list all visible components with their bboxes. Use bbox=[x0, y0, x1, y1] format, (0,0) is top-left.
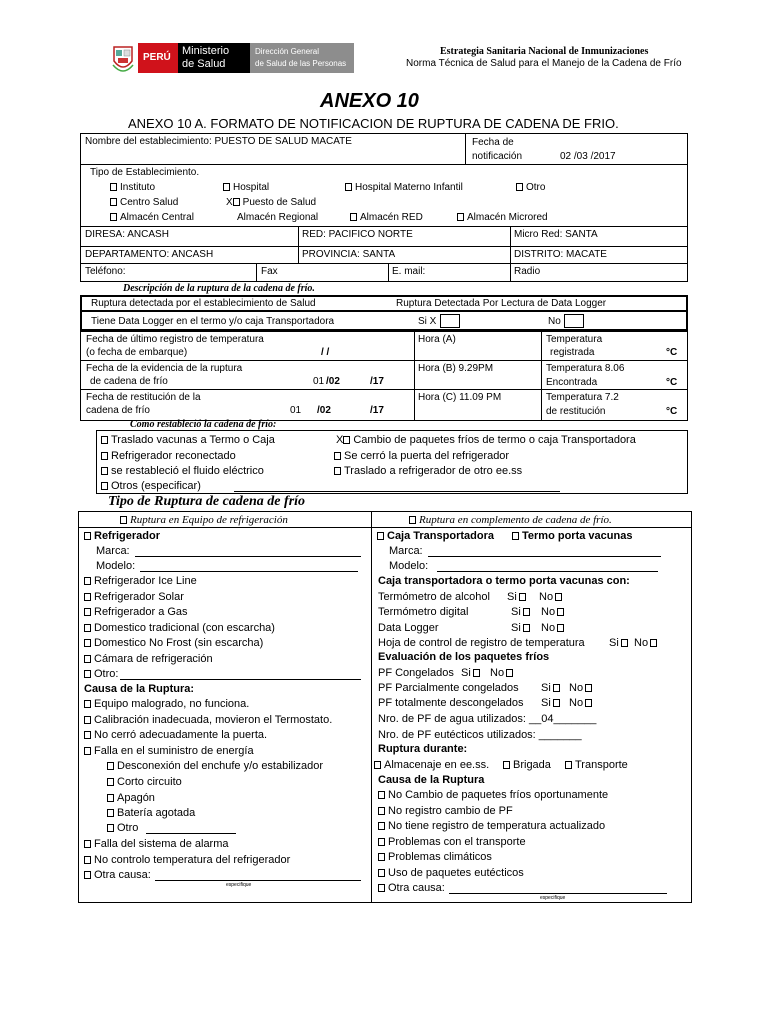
logger-si-box[interactable] bbox=[440, 314, 460, 328]
unit-2: °C bbox=[666, 377, 678, 388]
checkbox-icon bbox=[378, 869, 385, 877]
last-record-label-2: (o fecha de embarque) bbox=[86, 347, 188, 358]
hora-a: Hora (A) bbox=[418, 334, 456, 345]
notification-date-value: 02 /03 /2017 bbox=[560, 151, 616, 162]
checkbox-icon bbox=[233, 198, 240, 206]
unit-3: °C bbox=[666, 406, 678, 417]
right-pf-cong-no[interactable]: No bbox=[490, 667, 516, 680]
checkbox-icon bbox=[84, 700, 91, 708]
rupture-type-heading: Tipo de Ruptura de cadena de frío bbox=[108, 494, 306, 509]
checkbox-icon bbox=[107, 778, 114, 786]
right-column-title: Ruptura en complemento de cadena de frío. bbox=[409, 514, 612, 526]
logger-no-box[interactable] bbox=[564, 314, 584, 328]
restitution-label-2: cadena de frío bbox=[86, 405, 150, 416]
left-equipo-malogrado[interactable]: Equipo malogrado, no funciona. bbox=[84, 698, 249, 711]
last-record-label: Fecha de último registro de temperatura bbox=[86, 334, 264, 345]
type-centro-salud[interactable]: Centro Salud bbox=[110, 197, 178, 209]
checkbox-icon bbox=[565, 761, 572, 769]
left-refrigerador[interactable]: Refrigerador bbox=[84, 530, 160, 543]
checkbox-icon bbox=[101, 482, 108, 490]
checkbox-icon bbox=[84, 639, 91, 647]
left-corto[interactable]: Corto circuito bbox=[107, 776, 182, 789]
distrito: DISTRITO: MACATE bbox=[514, 249, 607, 260]
right-pf-total-no[interactable]: No bbox=[569, 697, 595, 710]
restore-cambio-paquetes[interactable]: X Cambio de paquetes fríos de termo o caja Transportadora bbox=[336, 434, 636, 446]
checkbox-icon bbox=[523, 608, 530, 616]
direction-label: Dirección General de Salud de las Personas bbox=[250, 43, 354, 73]
email: E. mail: bbox=[392, 266, 426, 277]
right-pf-parcial: PF Parcialmente congelados bbox=[378, 682, 519, 694]
type-almacen-microred[interactable]: Almacén Microred bbox=[457, 212, 548, 224]
checkbox-icon bbox=[585, 699, 592, 707]
checkbox-icon bbox=[457, 213, 464, 221]
evidence-year: /17 bbox=[370, 376, 384, 387]
temp-registered-2: registrada bbox=[550, 347, 595, 358]
right-digital-si[interactable]: Si bbox=[511, 606, 533, 619]
left-otra-causa[interactable]: Otra causa: bbox=[84, 869, 151, 882]
restore-otros[interactable]: Otros (especificar) bbox=[101, 480, 201, 493]
radio: Radio bbox=[514, 266, 541, 277]
left-specify-label: especifique bbox=[226, 882, 252, 888]
left-marca: Marca: bbox=[96, 545, 130, 557]
type-almacen-central[interactable]: Almacén Central bbox=[110, 212, 194, 224]
restore-fluido[interactable]: se restableció el fluido eléctrico bbox=[101, 465, 264, 478]
checkbox-icon bbox=[345, 183, 352, 191]
right-logger-no[interactable]: No bbox=[541, 622, 567, 635]
has-logger-label: Tiene Data Logger en el termo y/o caja Transportadora bbox=[91, 316, 335, 327]
type-hospital[interactable]: Hospital bbox=[223, 182, 269, 194]
temp-found-1: Temperatura 8.06 bbox=[546, 363, 625, 374]
right-pf-total: PF totalmente descongelados bbox=[378, 697, 524, 709]
right-specify-label: especifique bbox=[540, 895, 566, 901]
right-alcohol-no[interactable]: No bbox=[539, 591, 565, 604]
checkbox-icon bbox=[409, 516, 416, 524]
left-domestico-trad[interactable]: Domestico tradicional (con escarcha) bbox=[84, 622, 275, 635]
checkbox-icon bbox=[107, 794, 114, 802]
checkbox-icon bbox=[110, 183, 117, 191]
checkbox-icon bbox=[473, 669, 480, 677]
right-ruptura-durante: Ruptura durante: bbox=[378, 743, 468, 755]
left-solar[interactable]: Refrigerador Solar bbox=[84, 591, 184, 604]
checkbox-icon bbox=[84, 608, 91, 616]
last-record-date: / / bbox=[321, 347, 330, 358]
checkbox-icon bbox=[516, 183, 523, 191]
left-modelo: Modelo: bbox=[96, 560, 136, 572]
left-cause-heading: Causa de la Ruptura: bbox=[84, 683, 195, 695]
right-otra-causa[interactable]: Otra causa: bbox=[378, 882, 445, 895]
left-bateria[interactable]: Batería agotada bbox=[107, 807, 195, 820]
microred: Micro Red: SANTA bbox=[514, 229, 598, 240]
temp-restitution-2: de restitución bbox=[546, 406, 606, 417]
restore-traslado-termo[interactable]: Traslado vacunas a Termo o Caja bbox=[101, 434, 275, 447]
right-modelo: Modelo: bbox=[389, 560, 429, 572]
right-climaticos[interactable]: Problemas climáticos bbox=[378, 851, 492, 864]
right-hoja-control: Hoja de control de registro de temperatura bbox=[378, 637, 585, 649]
red: RED: PACIFICO NORTE bbox=[302, 229, 413, 240]
left-column-title: Ruptura en Equipo de refrigeración bbox=[120, 514, 288, 526]
right-termo[interactable]: Termo porta vacunas bbox=[512, 530, 632, 543]
checkbox-icon bbox=[519, 593, 526, 601]
checkbox-icon bbox=[84, 840, 91, 848]
right-evaluacion-heading: Evaluación de los paquetes fríos bbox=[378, 651, 550, 663]
checkbox-icon bbox=[223, 183, 230, 191]
hora-c: Hora (C) 11.09 PM bbox=[418, 392, 502, 403]
right-pf-agua: Nro. de PF de agua utilizados: __04_______ bbox=[378, 713, 597, 725]
left-domestico-nofrost[interactable]: Domestico No Frost (sin escarcha) bbox=[84, 637, 263, 650]
checkbox-icon bbox=[101, 452, 108, 460]
restitution-label: Fecha de restitución de la bbox=[86, 392, 201, 403]
right-marca: Marca: bbox=[389, 545, 423, 557]
evidence-label-2: de cadena de frío bbox=[90, 376, 168, 387]
checkbox-icon bbox=[120, 516, 127, 524]
right-no-registro-pf[interactable]: No registro cambio de PF bbox=[378, 805, 513, 818]
telefono: Teléfono: bbox=[85, 266, 126, 277]
left-ice-line[interactable]: Refrigerador Ice Line bbox=[84, 575, 197, 588]
checkbox-icon bbox=[378, 822, 385, 830]
right-transporte-problemas[interactable]: Problemas con el transporte bbox=[378, 836, 526, 849]
checkbox-icon bbox=[378, 853, 385, 861]
page-title: ANEXO 10 bbox=[320, 90, 419, 112]
checkbox-icon bbox=[553, 684, 560, 692]
left-apagon[interactable]: Apagón bbox=[107, 792, 155, 805]
right-pf-parcial-no[interactable]: No bbox=[569, 682, 595, 695]
right-digital-no[interactable]: No bbox=[541, 606, 567, 619]
hora-b: Hora (B) 9.29PM bbox=[418, 363, 494, 374]
right-hoja-si[interactable]: Si bbox=[609, 637, 631, 650]
right-brigada[interactable]: Brigada bbox=[503, 759, 551, 772]
left-falla-energia[interactable]: Falla en el suministro de energía bbox=[84, 745, 254, 758]
right-no-cambio[interactable]: No Cambio de paquetes fríos oportunamente bbox=[378, 789, 608, 802]
logger-si[interactable]: Si X bbox=[418, 316, 437, 327]
checkbox-icon bbox=[110, 198, 117, 206]
right-cause-heading: Causa de la Ruptura bbox=[378, 774, 485, 786]
checkbox-icon bbox=[84, 731, 91, 739]
establishment-name: Nombre del establecimiento: PUESTO DE SALUD MACATE bbox=[85, 136, 352, 147]
right-almacenaje[interactable]: Almacenaje en ee.ss. bbox=[374, 759, 489, 772]
checkbox-icon bbox=[110, 213, 117, 221]
checkbox-icon bbox=[84, 624, 91, 632]
checkbox-icon bbox=[84, 871, 91, 879]
restitution-year: /17 bbox=[370, 405, 384, 416]
logger-no[interactable]: No bbox=[548, 316, 561, 327]
header-logo bbox=[110, 41, 354, 75]
restore-refrigerador[interactable]: Refrigerador reconectado bbox=[101, 450, 236, 463]
checkbox-icon bbox=[350, 213, 357, 221]
right-logger-si[interactable]: Si bbox=[511, 622, 533, 635]
description-heading: Descripción de la ruptura de la cadena de frío. bbox=[123, 283, 315, 294]
type-otro[interactable]: Otro bbox=[516, 182, 545, 194]
evidence-label: Fecha de la evidencia de la ruptura bbox=[86, 363, 243, 374]
right-eutecticos-uso[interactable]: Uso de paquetes eutécticos bbox=[378, 867, 524, 880]
checkbox-icon bbox=[557, 624, 564, 632]
right-termometro-alcohol: Termómetro de alcohol bbox=[378, 591, 490, 603]
type-hospital-materno[interactable]: Hospital Materno Infantil bbox=[345, 182, 463, 194]
left-alarma[interactable]: Falla del sistema de alarma bbox=[84, 838, 229, 851]
left-gas[interactable]: Refrigerador a Gas bbox=[84, 606, 188, 619]
right-caja[interactable]: Caja Transportadora bbox=[377, 530, 494, 543]
restore-cerro-puerta[interactable]: Se cerró la puerta del refrigerador bbox=[334, 450, 509, 463]
right-hoja-no[interactable]: No bbox=[634, 637, 660, 650]
left-otro-energia[interactable]: Otro bbox=[107, 822, 138, 835]
type-instituto[interactable]: Instituto bbox=[110, 182, 155, 194]
type-puesto-salud[interactable]: X Puesto de Salud bbox=[226, 197, 317, 208]
left-no-cerro[interactable]: No cerró adecuadamente la puerta. bbox=[84, 729, 267, 742]
checkbox-icon bbox=[555, 593, 562, 601]
establishment-type-label: Tipo de Establecimiento. bbox=[90, 167, 200, 178]
notification-date-label-2: notificación bbox=[472, 151, 523, 162]
restitution-day: 01 bbox=[290, 405, 302, 416]
right-termometro-digital: Termómetro digital bbox=[378, 606, 469, 618]
checkbox-icon bbox=[84, 532, 91, 540]
checkbox-icon bbox=[107, 824, 114, 832]
temp-found-2: Encontrada bbox=[546, 377, 598, 388]
ministry-label: Ministerio de Salud bbox=[178, 43, 250, 73]
restore-traslado-refrigerador[interactable]: Traslado a refrigerador de otro ee.ss bbox=[334, 465, 522, 478]
right-pf-parcial-si[interactable]: Si bbox=[541, 682, 563, 695]
peru-label: PERÚ bbox=[138, 43, 178, 73]
checkbox-icon bbox=[503, 761, 510, 769]
right-pf-cong-si[interactable]: Si bbox=[461, 667, 483, 680]
checkbox-icon bbox=[506, 669, 513, 677]
checkbox-icon bbox=[84, 593, 91, 601]
right-data-logger: Data Logger bbox=[378, 622, 439, 634]
departamento: DEPARTAMENTO: ANCASH bbox=[85, 249, 214, 260]
right-pf-congelados: PF Congelados bbox=[378, 667, 454, 679]
checkbox-icon bbox=[84, 747, 91, 755]
checkbox-icon bbox=[378, 807, 385, 815]
checkbox-icon bbox=[374, 761, 381, 769]
provincia: PROVINCIA: SANTA bbox=[302, 249, 396, 260]
checkbox-icon bbox=[523, 624, 530, 632]
restitution-month: /02 bbox=[317, 405, 331, 416]
checkbox-icon bbox=[557, 608, 564, 616]
evidence-month: /02 bbox=[326, 376, 340, 387]
detected-by-logger: Ruptura Detectada Por Lectura de Data Logger bbox=[396, 298, 607, 309]
detected-by-establishment: Ruptura detectada por el establecimiento de Salud bbox=[91, 298, 316, 309]
checkbox-icon bbox=[621, 639, 628, 647]
checkbox-icon bbox=[512, 532, 519, 540]
type-almacen-regional[interactable]: Almacén Regional bbox=[237, 212, 319, 223]
checkbox-icon bbox=[650, 639, 657, 647]
checkbox-icon bbox=[377, 532, 384, 540]
type-almacen-red[interactable]: Almacén RED bbox=[350, 212, 423, 224]
notification-date-label: Fecha de bbox=[472, 137, 514, 148]
checkbox-icon bbox=[84, 716, 91, 724]
right-transporte[interactable]: Transporte bbox=[565, 759, 628, 772]
page-subtitle: ANEXO 10 A. FORMATO DE NOTIFICACION DE RUPTURA DE CADENA DE FRIO. bbox=[128, 116, 619, 131]
restoration-heading: Como restableció la cadena de frío: bbox=[130, 419, 277, 430]
right-con-heading: Caja transportadora o termo porta vacunas con: bbox=[378, 575, 630, 587]
checkbox-icon bbox=[334, 467, 341, 475]
strategy-title: Estrategia Sanitaria Nacional de Inmunizaciones bbox=[440, 46, 649, 57]
peru-coat-of-arms-icon bbox=[110, 41, 136, 75]
checkbox-icon bbox=[84, 856, 91, 864]
unit-1: °C bbox=[666, 347, 678, 358]
checkbox-icon bbox=[553, 699, 560, 707]
right-no-registro-temp[interactable]: No tiene registro de temperatura actualizado bbox=[378, 820, 605, 833]
norm-title: Norma Técnica de Salud para el Manejo de la Cadena de Frío bbox=[406, 58, 682, 69]
checkbox-icon bbox=[378, 791, 385, 799]
checkbox-icon bbox=[101, 436, 108, 444]
left-desconexion[interactable]: Desconexión del enchufe y/o estabilizador bbox=[107, 760, 323, 773]
checkbox-icon bbox=[84, 577, 91, 585]
left-camara[interactable]: Cámara de refrigeración bbox=[84, 653, 213, 666]
checkbox-icon bbox=[334, 452, 341, 460]
checkbox-icon bbox=[378, 838, 385, 846]
checkbox-icon bbox=[107, 809, 114, 817]
left-no-controlo[interactable]: No controlo temperatura del refrigerador bbox=[84, 854, 290, 867]
left-otro[interactable]: Otro: bbox=[84, 668, 118, 681]
checkbox-icon bbox=[378, 884, 385, 892]
checkbox-icon bbox=[343, 436, 350, 444]
diresa: DIRESA: ANCASH bbox=[85, 229, 169, 240]
temp-registered-1: Temperatura bbox=[546, 334, 603, 345]
evidence-day: 01 bbox=[313, 376, 325, 387]
right-pf-total-si[interactable]: Si bbox=[541, 697, 563, 710]
checkbox-icon bbox=[84, 670, 91, 678]
right-pf-eutecticos: Nro. de PF eutécticos utilizados: _______ bbox=[378, 729, 582, 741]
checkbox-icon bbox=[101, 467, 108, 475]
left-calibracion[interactable]: Calibración inadecuada, movieron el Termostato. bbox=[84, 714, 332, 727]
checkbox-icon bbox=[84, 655, 91, 663]
right-alcohol-si[interactable]: Si bbox=[507, 591, 529, 604]
checkbox-icon bbox=[585, 684, 592, 692]
checkbox-icon bbox=[107, 762, 114, 770]
temp-restitution-1: Temperatura 7.2 bbox=[546, 392, 619, 403]
fax: Fax bbox=[261, 266, 278, 277]
